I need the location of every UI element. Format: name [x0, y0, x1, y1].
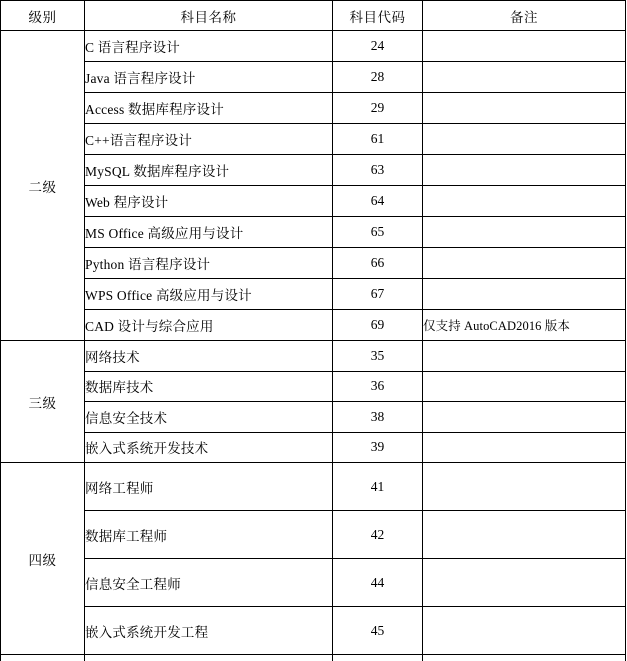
remark: [423, 432, 626, 463]
subject-name: Web 程序设计: [85, 186, 333, 217]
table-row: [1, 310, 626, 341]
remark: [423, 31, 626, 62]
subject-name: C++语言程序设计: [85, 124, 333, 155]
subject-code: 69: [333, 310, 423, 341]
subject-code: 44: [333, 559, 423, 607]
subject-code: 61: [333, 124, 423, 155]
subject-name: 网络工程师: [85, 463, 333, 511]
table-row-partial: [1, 655, 626, 661]
subject-code: 39: [333, 432, 423, 463]
subject-code: 64: [333, 186, 423, 217]
subject-name: MySQL 数据库程序设计: [85, 155, 333, 186]
subject-name: WPS Office 高级应用与设计: [85, 279, 333, 310]
subject-code: 45: [333, 607, 423, 655]
subject-code: 24: [333, 31, 423, 62]
column-header-subject-code: 科目代码: [333, 1, 423, 31]
table-row: [1, 155, 626, 186]
remark: [423, 248, 626, 279]
remark: [423, 93, 626, 124]
subject-name: C 语言程序设计: [85, 31, 333, 62]
level-cell-grade2: 二级: [1, 31, 85, 341]
level-cell-grade4: 四级: [1, 463, 85, 655]
table-row: [1, 341, 626, 372]
remark: [423, 607, 626, 655]
subject-code: 41: [333, 463, 423, 511]
subject-name: 数据库工程师: [85, 511, 333, 559]
subject-code: 66: [333, 248, 423, 279]
table-body: [1, 31, 626, 661]
table-header-row: [1, 1, 626, 31]
table-row: [1, 93, 626, 124]
subject-name: 数据库技术: [85, 371, 333, 402]
table-row: [1, 607, 626, 655]
subject-code: 35: [333, 341, 423, 372]
table-row: [1, 279, 626, 310]
remark: [423, 511, 626, 559]
subject-code: 36: [333, 371, 423, 402]
level-cell-continued: [1, 655, 85, 661]
subject-name: 信息安全工程师: [85, 559, 333, 607]
table-row: [1, 124, 626, 155]
table-row: [1, 31, 626, 62]
remark: [423, 279, 626, 310]
table-row: [1, 217, 626, 248]
remark: [423, 186, 626, 217]
subject-name: Python 语言程序设计: [85, 248, 333, 279]
table-row: [1, 511, 626, 559]
table-row: [1, 62, 626, 93]
table-row: [1, 432, 626, 463]
column-header-subject-name: 科目名称: [85, 1, 333, 31]
table-row: [1, 371, 626, 402]
remark: [423, 463, 626, 511]
column-header-remark: 备注: [423, 1, 626, 31]
level-cell-grade3: 三级: [1, 341, 85, 463]
subject-name-continued: [85, 655, 333, 661]
subject-name: Access 数据库程序设计: [85, 93, 333, 124]
remark-continued: [423, 655, 626, 661]
subject-code: 42: [333, 511, 423, 559]
subject-name: 嵌入式系统开发技术: [85, 432, 333, 463]
subject-name: CAD 设计与综合应用: [85, 310, 333, 341]
remark: [423, 341, 626, 372]
subject-code: 29: [333, 93, 423, 124]
remark: [423, 62, 626, 93]
remark: [423, 371, 626, 402]
remark: [423, 402, 626, 433]
remark: [423, 155, 626, 186]
subject-name: 网络技术: [85, 341, 333, 372]
column-header-level: 级别: [1, 1, 85, 31]
remark: 仅支持 AutoCAD2016 版本: [423, 310, 626, 341]
remark: [423, 124, 626, 155]
table-row: [1, 186, 626, 217]
table-header: [1, 1, 626, 31]
subject-code: 28: [333, 62, 423, 93]
subject-name: 嵌入式系统开发工程: [85, 607, 333, 655]
remark: [423, 217, 626, 248]
table-row: [1, 402, 626, 433]
table-row: [1, 463, 626, 511]
subject-code: 67: [333, 279, 423, 310]
table-row: [1, 248, 626, 279]
subject-name: 信息安全技术: [85, 402, 333, 433]
subject-name: MS Office 高级应用与设计: [85, 217, 333, 248]
subject-code: 63: [333, 155, 423, 186]
remark: [423, 559, 626, 607]
subject-name: Java 语言程序设计: [85, 62, 333, 93]
table-row: [1, 559, 626, 607]
subject-code-continued: [333, 655, 423, 661]
subject-code: 65: [333, 217, 423, 248]
subject-code: 38: [333, 402, 423, 433]
